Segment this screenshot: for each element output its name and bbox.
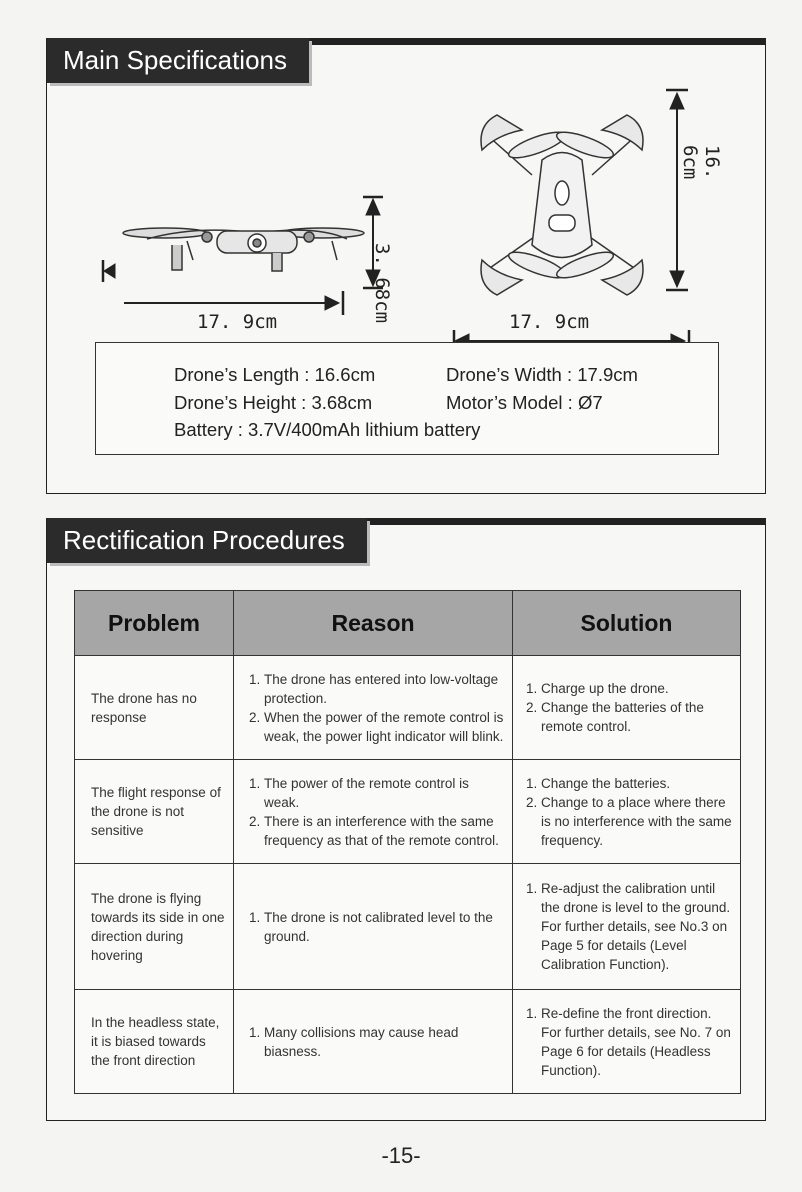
specifications-box bbox=[95, 342, 719, 455]
header-solution: Solution bbox=[513, 591, 741, 656]
solution-cell bbox=[513, 760, 741, 864]
drone-side-view-diagram bbox=[47, 45, 407, 335]
spec-width: Drone’s Width : 17.9cm bbox=[446, 364, 638, 385]
main-specifications-title: Main Specifications bbox=[47, 38, 309, 83]
length-arrow bbox=[662, 85, 692, 295]
reason-cell bbox=[234, 990, 513, 1094]
reason-item: 1. The drone is not calibrated level to the ground. bbox=[264, 908, 504, 946]
main-specifications-section bbox=[46, 38, 766, 494]
reason-cell bbox=[234, 760, 513, 864]
problem-cell: In the headless state, it is biased towards the front direction bbox=[75, 990, 234, 1094]
solution-item: 2. Change to a place where there is no interference with the same frequency. bbox=[541, 793, 732, 850]
solution-cell bbox=[513, 864, 741, 990]
reason-item: 1. The drone has entered into low-voltage protection. bbox=[264, 670, 504, 708]
rectification-procedures-title: Rectification Procedures bbox=[47, 518, 367, 563]
reason-cell bbox=[234, 864, 513, 990]
problem-cell: The flight response of the drone is not sensitive bbox=[75, 760, 234, 864]
top-width-label: 17. 9cm bbox=[509, 311, 590, 333]
reason-item: 2. There is an interference with the same frequency as that of the remote control. bbox=[264, 812, 504, 850]
table-row bbox=[75, 760, 741, 864]
spec-motor: Motor’s Model : Ø7 bbox=[446, 392, 603, 413]
spec-battery: Battery : 3.7V/400mAh lithium battery bbox=[174, 419, 481, 440]
table-row bbox=[75, 990, 741, 1094]
reason-cell bbox=[234, 656, 513, 760]
side-height-label: 3. 68cm bbox=[371, 243, 393, 324]
solution-item: 1. Change the batteries. bbox=[541, 774, 732, 793]
rectification-procedures-section bbox=[46, 518, 766, 1121]
table-row bbox=[75, 656, 741, 760]
solution-cell bbox=[513, 990, 741, 1094]
reason-item: 1. The power of the remote control is weak. bbox=[264, 774, 504, 812]
solution-item: 1. Re-define the front direction. For further details, see No. 7 on Page 6 for details (Headless Function). bbox=[541, 1004, 732, 1080]
header-problem: Problem bbox=[75, 591, 234, 656]
spec-length: Drone’s Length : 16.6cm bbox=[174, 364, 376, 385]
solution-item: 2. Change the batteries of the remote control. bbox=[541, 698, 732, 736]
problem-cell: The drone is flying towards its side in one direction during hovering bbox=[75, 864, 234, 990]
table-row bbox=[75, 864, 741, 990]
solution-item: 1. Charge up the drone. bbox=[541, 679, 732, 698]
solution-item: 1. Re-adjust the calibration until the drone is level to the ground. For further details, see No.3 on Page 5 for details (Level Calibration Function). bbox=[541, 879, 732, 974]
side-width-label: 17. 9cm bbox=[197, 311, 278, 333]
reason-item: 2. When the power of the remote control is weak, the power light indicator will blink. bbox=[264, 708, 504, 746]
rectification-table bbox=[74, 590, 741, 1094]
page-number: -15- bbox=[381, 1143, 421, 1168]
table-header-row bbox=[75, 591, 741, 656]
problem-cell: The drone has no response bbox=[75, 656, 234, 760]
header-reason: Reason bbox=[234, 591, 513, 656]
spec-height: Drone’s Height : 3.68cm bbox=[174, 392, 373, 413]
top-length-label: 16. 6cm bbox=[679, 145, 723, 180]
solution-cell bbox=[513, 656, 741, 760]
reason-item: 1. Many collisions may cause head biasness. bbox=[264, 1023, 504, 1061]
